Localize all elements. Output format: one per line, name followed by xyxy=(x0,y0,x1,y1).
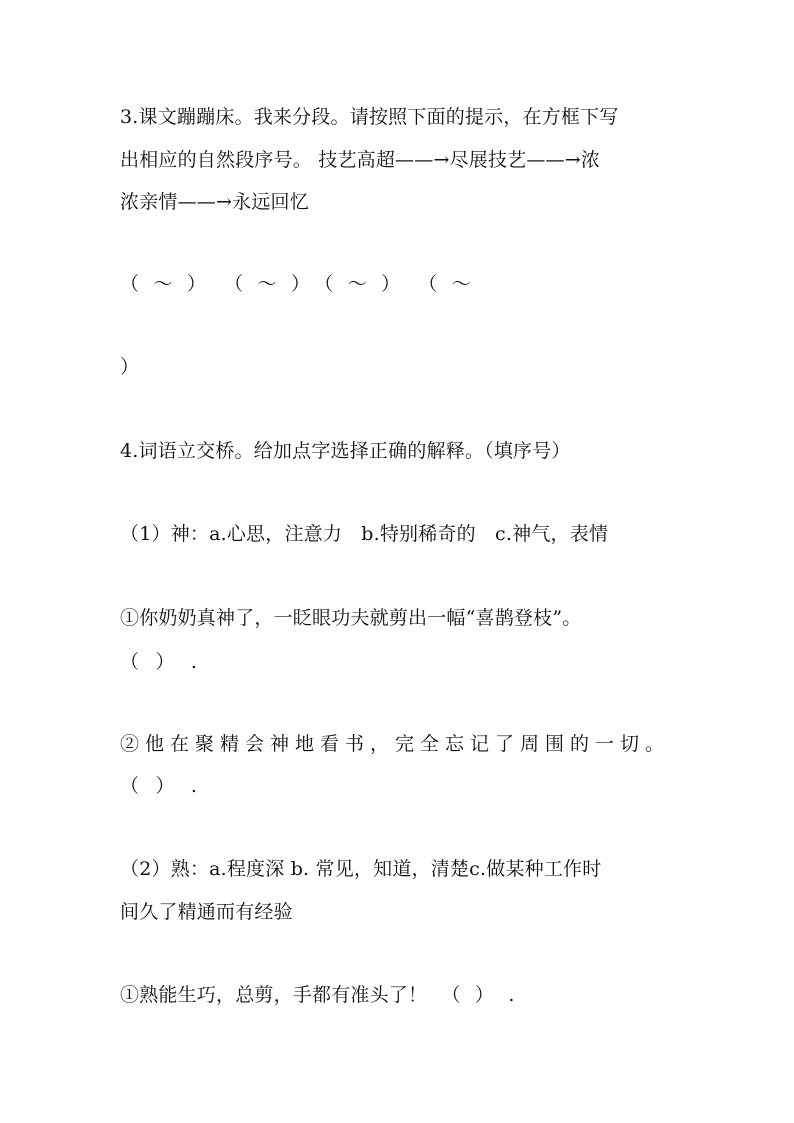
q4-sub1-item1: ①你奶奶真神了，一眨眼功夫就剪出一幅“喜鹊登枝”。 xyxy=(120,607,582,629)
q4-sub1-item2: ②他在聚精会神地看书，完全忘记了周围的一切。 xyxy=(120,733,671,755)
q3-blank-4-end: ） xyxy=(120,356,140,378)
q4-sub1-heading: （1）神：a.心思，注意力 b.特别稀奇的 c.神气，表情 xyxy=(120,523,609,545)
q3-line-2: 出相应的自然段序号。 技艺高超——→尽展技艺——→浓 xyxy=(120,149,601,171)
q3-blank-3: （ ～ ） xyxy=(314,273,401,295)
q4-title: 4.词语立交桥。给加点字选择正确的解释。（填序号） xyxy=(120,440,571,462)
q4-sub2-heading: （2）熟：a.程度深 b. 常见，知道，清楚c.做某种工作时 xyxy=(120,858,602,880)
q3-line-1: 3.课文蹦蹦床。我来分段。请按照下面的提示，在方框下写 xyxy=(120,106,619,128)
q3-blank-1: （ ～ ） xyxy=(120,273,207,295)
q4-sub1-item2-answer: （ ） . xyxy=(120,775,198,797)
q3-blanks-row xyxy=(120,272,676,296)
q4-sub2-item1: ①熟能生巧，总剪，手都有准头了！ （ ） . xyxy=(120,984,515,1006)
q3-blank-2: （ ～ ） xyxy=(224,273,311,295)
q4-sub2-heading-cont: 间久了精通而有经验 xyxy=(120,901,293,923)
q3-line-3: 浓亲情——→永远回忆 xyxy=(120,191,309,213)
q4-sub1-item1-answer: （ ） . xyxy=(120,651,198,673)
q3-blank-4: （ ～ xyxy=(418,273,471,295)
